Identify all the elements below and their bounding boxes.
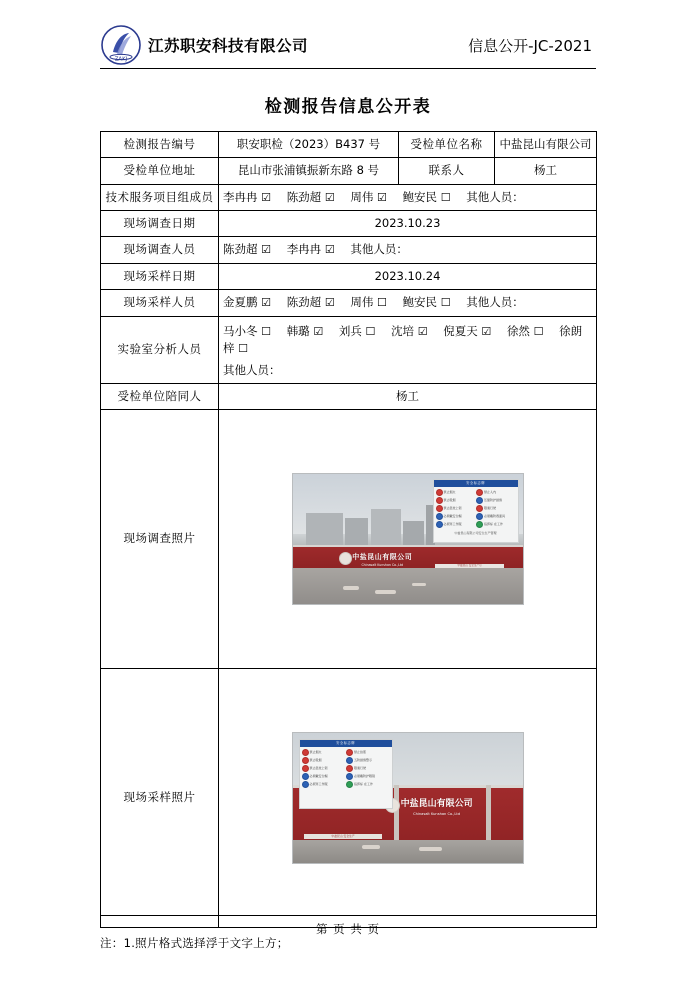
signboard-item: 禁止烟火 — [436, 489, 476, 496]
signboard-item: 必须戴安全帽 — [302, 773, 346, 780]
signboard-item: 限速行驶 — [476, 505, 516, 512]
photo-safety-signboard — [299, 739, 393, 809]
report-no-value: 职安职检（2023）B437 号 — [219, 132, 399, 158]
photo-wall-logo: 中盐昆山有限公司 Chinasalt Kunshan Co.,Ltd — [352, 553, 413, 567]
lab-staff-member: 刘兵 ☐ — [338, 323, 376, 338]
checkbox-checked[interactable]: ☑ — [324, 296, 335, 309]
accompany-value: 杨工 — [219, 383, 597, 409]
signboard-item: 禁止吸烟 — [436, 497, 476, 504]
sampling-date-label: 现场采样日期 — [101, 263, 219, 289]
page-title: 检测报告信息公开表 — [264, 97, 432, 117]
photo-building — [345, 518, 368, 547]
sampling-photo-cell — [219, 669, 597, 928]
signboard-item: 指挥标 在工作 — [346, 781, 390, 788]
survey-photo-cell — [219, 410, 597, 669]
client-name-value: 中盐昆山有限公司 — [495, 132, 597, 158]
sampling-staff-member: 周伟 ☐ — [350, 295, 387, 309]
document-code: 信息公开-JC-2021 — [468, 36, 592, 55]
signboard-item: 五防措施警示 — [346, 757, 390, 764]
company-logo-icon — [100, 24, 142, 66]
signboard-item: 必须戴安全帽 — [436, 513, 476, 520]
mandatory-icon — [436, 513, 443, 520]
page-footer — [100, 915, 596, 937]
table-row — [101, 132, 597, 158]
table-row — [101, 263, 597, 289]
team-members-cell — [219, 184, 597, 211]
speed-limit-icon — [476, 505, 483, 512]
photo-company-emblem-icon — [339, 552, 352, 565]
table-row — [101, 211, 597, 237]
signboard-item: 禁止混放上锁 — [302, 765, 346, 772]
checkbox-checked[interactable]: ☑ — [261, 296, 272, 309]
signboard-item: 必须戴防护眼镜 — [346, 773, 390, 780]
report-no-label: 检测报告编号 — [101, 132, 219, 158]
header-divider — [100, 68, 596, 69]
signboard-item: 限速行驶 — [346, 765, 390, 772]
signboard-footer: 中盐昆山有限公司安全生产管理 — [454, 531, 497, 535]
photo-debris — [419, 847, 442, 851]
client-address-value: 昆山市张浦镇振新东路 8 号 — [219, 158, 399, 184]
lab-staff-member: 韩璐 ☑ — [286, 323, 324, 338]
checkbox-checked[interactable]: ☑ — [313, 324, 324, 338]
page-number: 第 页 共 页 — [316, 922, 380, 936]
table-row — [101, 410, 597, 669]
photo-pillar — [486, 785, 491, 840]
client-address-label: 受检单位地址 — [101, 158, 219, 184]
checkbox-unchecked[interactable]: ☐ — [261, 324, 272, 338]
signboard-item: 禁止吸烟 — [302, 757, 346, 764]
checkbox-unchecked[interactable]: ☐ — [440, 296, 451, 309]
mandatory-icon — [302, 781, 309, 788]
signboard-item: 必须穿工作服 — [302, 781, 346, 788]
prohibition-icon — [436, 489, 443, 496]
mandatory-icon — [302, 773, 309, 780]
prohibition-icon — [346, 749, 353, 756]
signboard-title: 安全标志牌 — [434, 480, 518, 487]
info-icon — [476, 521, 483, 528]
signboard-item: 禁止拍照 — [346, 749, 390, 756]
lab-staff-cell — [219, 316, 597, 383]
photo-building — [371, 509, 401, 547]
sampling-staff-label: 现场采样人员 — [101, 290, 219, 317]
prohibition-icon — [436, 505, 443, 512]
svg-text:ZAKJ: ZAKJ — [114, 56, 128, 63]
sampling-photo-label: 现场采样照片 — [101, 669, 219, 928]
photo-banner: 中盐昆山 安全生产 — [304, 834, 382, 839]
company-name: 江苏职安科技有限公司 — [148, 37, 309, 55]
photo-building — [403, 521, 424, 547]
contact-value: 杨工 — [495, 158, 597, 184]
prohibition-icon — [302, 749, 309, 756]
lab-staff-member: 沈培 ☑ — [391, 323, 428, 338]
signboard-item: 压缩防护措施 — [476, 497, 516, 504]
team-label: 技术服务项目组成员 — [101, 184, 219, 211]
speed-limit-icon — [346, 765, 353, 772]
contact-label: 联系人 — [399, 158, 495, 184]
sampling-staff-other-label: 其他人员： — [466, 295, 524, 309]
survey-site-photo — [292, 473, 524, 605]
info-table — [100, 131, 597, 928]
photo-debris — [343, 586, 359, 590]
photo-wall-logo: 中盐昆山有限公司 Chinasalt Kunshan Co.,Ltd — [400, 799, 473, 816]
team-member: 李冉冉 ☑ — [223, 189, 272, 204]
mandatory-icon — [346, 757, 353, 764]
checkbox-unchecked[interactable]: ☐ — [238, 342, 249, 355]
checkbox-checked[interactable]: ☑ — [324, 243, 335, 257]
signboard-item: 禁止混放上锁 — [436, 505, 476, 512]
mandatory-icon — [476, 513, 483, 520]
photo-debris — [375, 590, 396, 594]
prohibition-icon — [476, 489, 483, 496]
photo-ground — [293, 840, 523, 863]
lab-staff-member: 徐朗梓 ☐ — [223, 323, 583, 355]
checkbox-unchecked[interactable]: ☐ — [365, 324, 376, 338]
checkbox-checked[interactable]: ☑ — [377, 190, 387, 204]
survey-staff-member: 李冉冉 ☑ — [286, 242, 335, 257]
table-row — [101, 158, 597, 184]
checkbox-unchecked[interactable]: ☐ — [377, 296, 387, 309]
sampling-staff-member: 金夏鹏 ☑ — [223, 295, 272, 309]
mandatory-icon — [476, 497, 483, 504]
lab-staff-other-label: 其他人员： — [223, 362, 281, 377]
survey-staff-member: 陈劲超 ☑ — [223, 242, 272, 257]
prohibition-icon — [436, 497, 443, 504]
table-row — [101, 184, 597, 211]
sampling-site-photo — [292, 732, 524, 864]
checkbox-checked[interactable]: ☑ — [324, 190, 335, 204]
checkbox-checked[interactable]: ☑ — [261, 243, 272, 257]
photo-building — [306, 513, 343, 547]
team-member: 陈劲超 ☑ — [286, 189, 335, 204]
survey-photo-label: 现场调查照片 — [101, 410, 219, 669]
survey-staff-cell — [219, 237, 597, 264]
info-icon — [346, 781, 353, 788]
photo-ground — [293, 568, 523, 604]
signboard-item: 禁止入内 — [476, 489, 516, 496]
sampling-staff-member: 鲍安民 ☐ — [402, 295, 451, 309]
checkbox-checked[interactable]: ☑ — [417, 324, 428, 338]
table-row — [101, 383, 597, 409]
photo-debris — [412, 583, 426, 586]
sampling-date-value: 2023.10.24 — [219, 263, 597, 289]
team-member: 周伟 ☑ — [350, 189, 387, 204]
survey-staff-other-label: 其他人员： — [350, 242, 408, 257]
lab-staff-member: 马小冬 ☐ — [223, 323, 272, 338]
signboard-item: 必须戴防毒面具 — [476, 513, 516, 520]
table-row — [101, 290, 597, 317]
mandatory-icon — [346, 773, 353, 780]
signboard-items — [300, 747, 392, 790]
checkbox-checked[interactable]: ☑ — [261, 190, 272, 204]
team-other-label: 其他人员： — [466, 189, 524, 204]
survey-date-label: 现场调查日期 — [101, 211, 219, 237]
document-content — [100, 22, 596, 951]
prohibition-icon — [302, 765, 309, 772]
sampling-staff-member: 陈劲超 ☑ — [286, 295, 335, 309]
photo-safety-signboard — [433, 479, 519, 543]
accompany-label: 受检单位陪同人 — [101, 383, 219, 409]
prohibition-icon — [302, 757, 309, 764]
photo-debris — [362, 845, 380, 849]
lab-staff-member: 徐然 ☐ — [506, 323, 544, 338]
signboard-item: 禁止烟火 — [302, 749, 346, 756]
checkbox-unchecked[interactable]: ☐ — [440, 190, 451, 204]
signboard-item: 指挥标 在工作 — [476, 521, 516, 528]
table-row — [101, 316, 597, 383]
table-row — [101, 237, 597, 264]
signboard-title: 安全标志牌 — [300, 740, 392, 747]
team-member: 鲍安民 ☐ — [402, 189, 451, 204]
lab-staff-member: 倪夏天 ☑ — [443, 323, 492, 338]
sampling-staff-cell — [219, 290, 597, 317]
survey-staff-label: 现场调查人员 — [101, 237, 219, 264]
survey-date-value: 2023.10.23 — [219, 211, 597, 237]
mandatory-icon — [436, 521, 443, 528]
signboard-item: 必须穿工作服 — [436, 521, 476, 528]
checkbox-checked[interactable]: ☑ — [481, 324, 492, 338]
client-name-label: 受检单位名称 — [399, 132, 495, 158]
signboard-items — [434, 487, 518, 530]
page-header — [100, 22, 596, 74]
table-row — [101, 669, 597, 928]
header-brand — [100, 24, 308, 66]
note-text: 注：1.照片格式选择浮于文字上方； — [100, 936, 289, 950]
lab-staff-label: 实验室分析人员 — [101, 316, 219, 383]
photo-banner: 中盐昆山 安全生产月 — [435, 564, 504, 568]
checkbox-unchecked[interactable]: ☐ — [533, 324, 544, 338]
